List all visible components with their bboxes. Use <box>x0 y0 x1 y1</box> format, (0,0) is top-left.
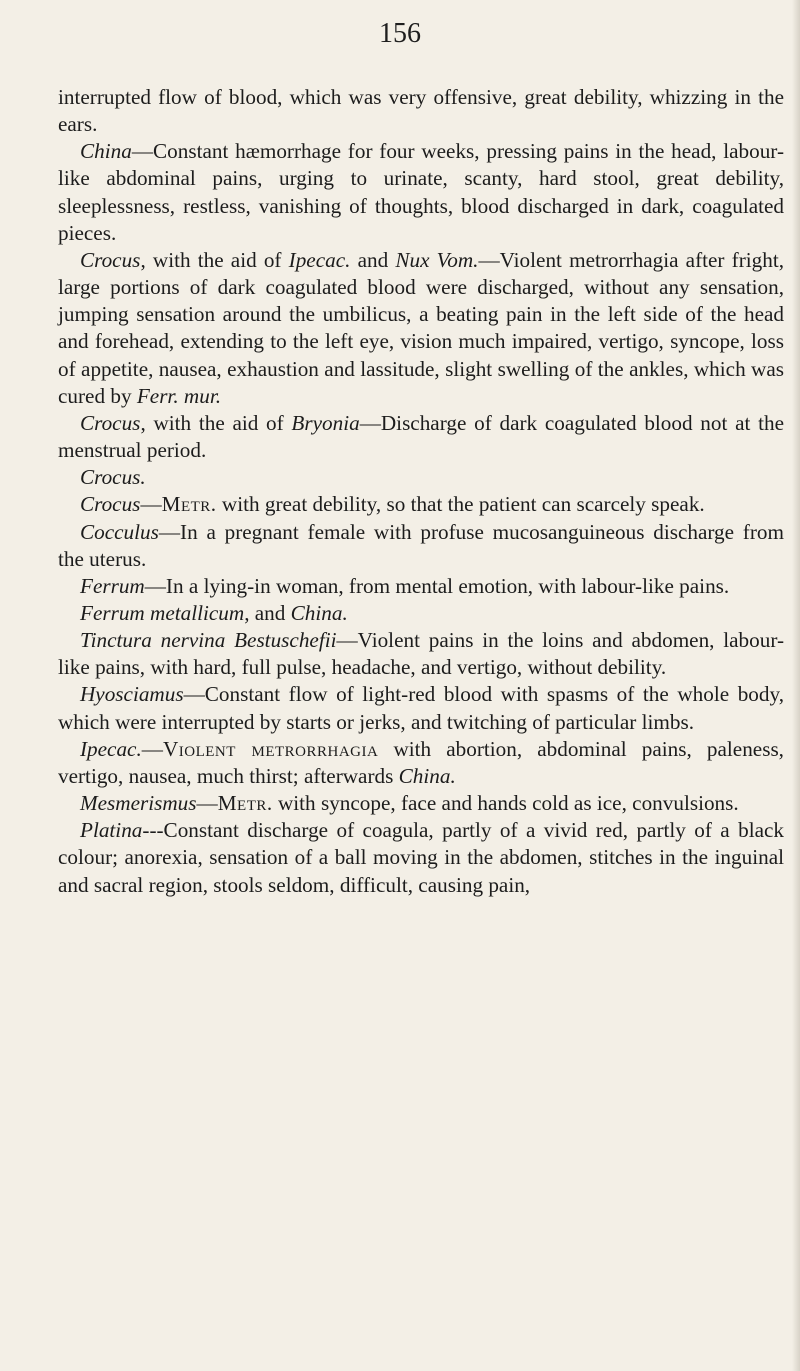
small-caps-term: Violent metrorrhagia <box>162 736 379 761</box>
paragraph <box>58 600 784 627</box>
paragraph <box>58 573 784 600</box>
paragraph <box>58 519 784 573</box>
page-number: 156 <box>379 18 421 49</box>
paragraph <box>58 247 784 410</box>
paragraph <box>58 736 784 790</box>
remedy-name: China <box>80 139 132 164</box>
remedy-name: Ipecac. <box>80 736 142 761</box>
text-run: ---Constant discharge of coagula, partly of a vivid red, partly of a black colour; anorexia, sensation of a ball moving in the abdomen, stitches in the inguinal and sacral region, stools seldom, difficult, causing pain, <box>58 818 784 897</box>
text-run: , with the aid of <box>140 247 289 272</box>
text-run: —Constant hæmorrhage for four weeks, pressing pains in the head, labour-like abdominal pains, urging to urinate, scanty, hard stool, great debility, sleeplessness, restless, vanishing of thoughts, blood discharged in dark, coagulated pieces. <box>58 139 784 245</box>
text-run: and <box>350 247 396 272</box>
paragraph <box>58 790 784 817</box>
text-run: , with the aid of <box>140 410 292 435</box>
text-run: —Violent pains in the loins and abdomen, labour-like pains, with hard, full pulse, headache, and vertigo, without debility. <box>58 628 784 680</box>
remedy-name: Bryonia <box>291 410 360 435</box>
text-run: interrupted flow of blood, which was very offensive, great debility, whizzing in the ears. <box>58 85 784 137</box>
remedy-name: Ipecac. <box>288 247 351 272</box>
text-run: — <box>141 736 163 761</box>
small-caps-term: Metr. <box>217 791 273 816</box>
remedy-name: Platina <box>80 818 143 843</box>
text-run: —In a lying-in woman, from mental emotion, with labour-like pains. <box>144 573 730 598</box>
text-run: with syncope, face and hands cold as ice, convulsions. <box>272 791 739 816</box>
remedy-name: Hyosciamus <box>80 682 184 707</box>
body-text <box>58 84 784 899</box>
paragraph <box>58 491 784 518</box>
remedy-name: Ferrum <box>80 573 145 598</box>
text-run: —Discharge of dark coagulated blood not at the menstrual period. <box>58 410 784 463</box>
remedy-name: Crocus <box>80 492 141 517</box>
paragraph <box>58 817 784 898</box>
paragraph <box>58 627 784 681</box>
text-run: , and <box>244 600 291 625</box>
remedy-name: Nux Vom. <box>395 247 479 272</box>
remedy-name: Tinctura nervina Bestuschefii <box>80 628 337 653</box>
remedy-name: Crocus <box>80 247 141 272</box>
paragraph <box>58 410 784 464</box>
remedy-name: Cocculus <box>80 519 159 544</box>
remedy-name: Crocus. <box>80 465 146 490</box>
text-run: with abortion, abdominal pains, paleness, vertigo, nausea, much thirst; afterwards <box>58 736 784 788</box>
text-run: with great debility, so that the patient can scarcely speak. <box>216 492 705 517</box>
paragraph <box>58 138 784 247</box>
remedy-name: Crocus <box>80 410 141 435</box>
text-run: —Violent metrorrhagia after fright, large portions of dark coagulated blood were discharged, without any sensation, jumping sensation around the umbilicus, a beating pain in the left side of the head and forehead, extending to the left eye, vision much impaired, vertigo, syncope, loss of appetite, nausea, exhaustion and lassitude, slight swelling of the ankles, which was cured by <box>58 247 785 408</box>
page-edge-shadow <box>792 0 800 1371</box>
remedy-name: Mesmerismus <box>80 791 197 816</box>
text-run: — <box>140 492 162 517</box>
paragraph <box>58 464 784 491</box>
paragraph <box>58 681 784 735</box>
small-caps-term: Metr. <box>161 492 217 517</box>
paragraph <box>58 84 784 138</box>
text-run: —In a pregnant female with profuse mucosanguineous discharge from the uterus. <box>58 519 784 571</box>
remedy-name: China. <box>290 600 348 625</box>
remedy-name: Ferrum metallicum <box>80 600 245 625</box>
remedy-name: China. <box>398 763 456 788</box>
text-run: — <box>196 791 218 816</box>
remedy-name: Ferr. mur. <box>136 383 222 408</box>
text-run: —Constant flow of light-red blood with spasms of the whole body, which were interrupted by starts or jerks, and twitching of particular limbs. <box>58 682 784 734</box>
